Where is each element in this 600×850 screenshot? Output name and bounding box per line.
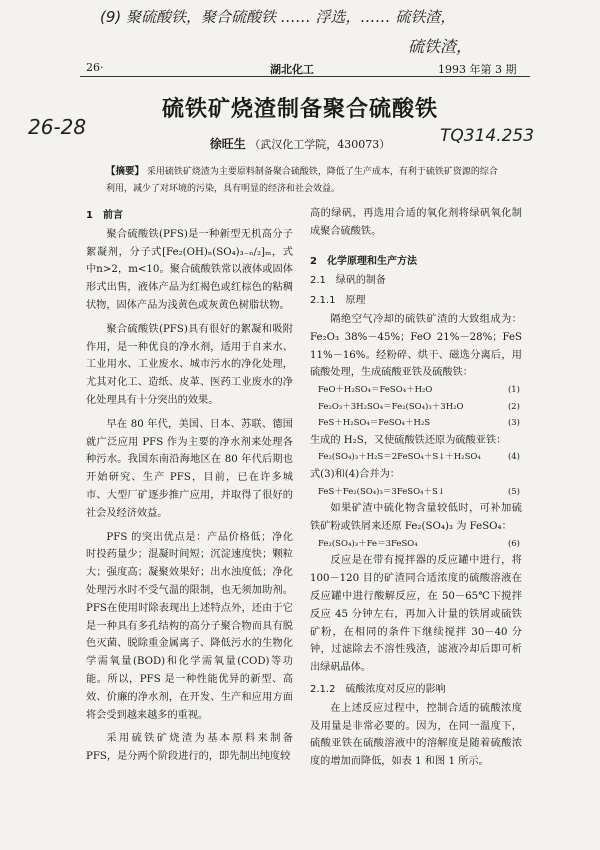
paragraph: 采用硫铁矿烧渣为基本原料来制备 PFS，是分两个阶段进行的，即先制出纯度较	[86, 733, 293, 763]
section-2-1-heading: 2.1 绿矾的制备	[310, 275, 386, 287]
paragraph: 聚合硫酸铁(PFS)具有很好的絮凝和吸附作用，是一种优良的净水剂，适用于自来水、工业用水、工业废水、城市污水的净化处理，尤其对化工、造纸、皮革、医药工业废水的净化处理具有十分突出的效果。	[86, 323, 293, 406]
abstract	[106, 163, 502, 198]
paragraph: 在上述反应过程中，控制合适的硫酸浓度及用量是非常必要的。因为，在同一温度下，硫酸亚铁在硫酸溶液中的溶解度是随着硫酸浓度的增加而降低，如表 1 和图 1 所示。	[310, 702, 522, 768]
equation-2: Fe₂O₃＋3H₂SO₄＝Fe₂(SO₄)₃＋3H₂O (2)	[318, 401, 520, 412]
left-column	[86, 205, 293, 766]
paper-title: 硫铁矿烧渣制备聚合硫酸铁	[161, 97, 438, 122]
header-journal: 湖北化工	[270, 63, 314, 76]
section-2-heading: 2 化学原理和生产方法	[310, 255, 417, 267]
section-2-1-1-heading: 2.1.1 原理	[310, 295, 366, 307]
paragraph: 生成的 H₂S，又使硫酸铁还原为硫酸亚铁：	[310, 434, 507, 446]
author-line	[0, 135, 600, 152]
paragraph: 聚合硫酸铁(PFS)是一种新型无机高分子絮凝剂，分子式[Fe₂(OH)ₙ(SO₄)₃₋ₙ/₂]ₘ，式中n>2，m<10。聚合硫酸铁常以液体或固体形式出售，液体产品为红褐色或红棕色的粘稠状物，固体产品为浅黄色或灰黄色树脂状物。	[86, 228, 293, 311]
equation-1: FeO＋H₂SO₄＝FeSO₄＋H₂O (1)	[318, 385, 520, 396]
paragraph: 如果矿渣中硫化物含量较低时，可补加硫铁矿粉或铁屑来还原 Fe₂(SO₄)₃ 为 FeSO₄：	[310, 503, 522, 533]
paragraph: 早在 80 年代，美国、日本、苏联、德国就广泛应用 PFS 作为主要的净水剂来处理各种污水。我国东南沿海地区在 80 年代后期也开始研究、生产 PFS，目前，已在许多城市、大型厂矿逐步推广应用，并取得了很好的社会及经济效益。	[86, 418, 293, 519]
equation-6: Fe₂(SO₄)₃＋Fe＝3FeSO₄ (6)	[318, 538, 520, 549]
header-rule	[80, 76, 530, 77]
equation-5: FeS＋Fe₂(SO₄)₃＝3FeSO₄＋S↓ (5)	[318, 486, 520, 497]
paragraph: 隔绝空气冷却的硫铁矿渣的大致组成为：Fe₂O₃ 38%－45%；FeO 21%－28%；FeS 11%－16%。经粉碎、烘干、磁选分离后，用硫酸处理，生成硫酸亚铁及硫酸铁：	[310, 313, 522, 379]
paragraph-continued: 高的绿矾，再选用合适的氧化剂将绿矾氧化制成聚合硫酸铁。	[310, 208, 522, 237]
abstract-label: 【摘要】	[106, 166, 145, 177]
handwritten-side-note: 硫铁渣，	[408, 37, 473, 56]
section-1-heading: 1 前言	[86, 210, 123, 221]
handwritten-page-range: 26-28	[28, 115, 87, 139]
section-2-1-2-heading: 2.1.2 硫酸浓度对反应的影响	[310, 683, 446, 695]
author-name: 徐旺生	[209, 137, 246, 151]
abstract-text: 采用硫铁矿烧渣为主要原料制备聚合硫酸铁，降低了生产成本，有利于硫铁矿资源的综合利用，减少了对环境的污染，具有明显的经济和社会效益。	[106, 167, 498, 194]
equation-3: FeS＋H₂SO₄＝FeSO₄＋H₂S (3)	[318, 418, 520, 429]
handwritten-top-note: (9) 聚硫酸铁，聚合硫酸铁 …… 浮选，…… 硫铁渣，	[100, 8, 456, 26]
equation-4: Fe₂(SO₄)₃＋H₂S＝2FeSO₄＋S↓＋H₂SO₄ (4)	[318, 452, 520, 463]
header-page-number: 26·	[86, 61, 104, 74]
paragraph: 反应是在带有搅拌器的反应罐中进行，将 100－120 目的矿渣同合适浓度的硫酸溶液在反应罐中进行酸解反应，在 50－65℃下搅拌反应 45 分钟左右，再加入计量的铁屑或硫铁矿粉，在相同的条件下继续搅拌 30－40 分钟，过滤除去不溶性残渣，滤液冷却后即可析出绿矾晶体。	[310, 555, 522, 674]
paragraph: PFS 的突出优点是：产品价格低；净化时投药量少；混凝时间短；沉淀速度快；颗粒大；强度高；凝聚效果好；出水浊度低；净化处理污水时不受气温的限制，也无须加助剂。PFS在使用时除表现出上述特点外，还由于它是一种具有多孔结构的高分子聚合物而具有脱色灭菌、脱除重金属离子、降低污水的生物化学需氧量(BOD)和化学需氧量(COD)等功能。所以，PFS 是一种性能优异的新型、高效、价廉的净水剂，在开发、生产和应用方面将会受到越来越多的重视。	[86, 531, 293, 721]
header-issue: 1993 年第 3 期	[438, 63, 517, 76]
author-affiliation: （武汉化工学院，430073）	[249, 138, 391, 151]
handwritten-class-code: TQ314.253	[440, 126, 535, 146]
right-column	[310, 205, 522, 771]
paragraph: 式(3)和(4)合并为：	[310, 468, 400, 480]
